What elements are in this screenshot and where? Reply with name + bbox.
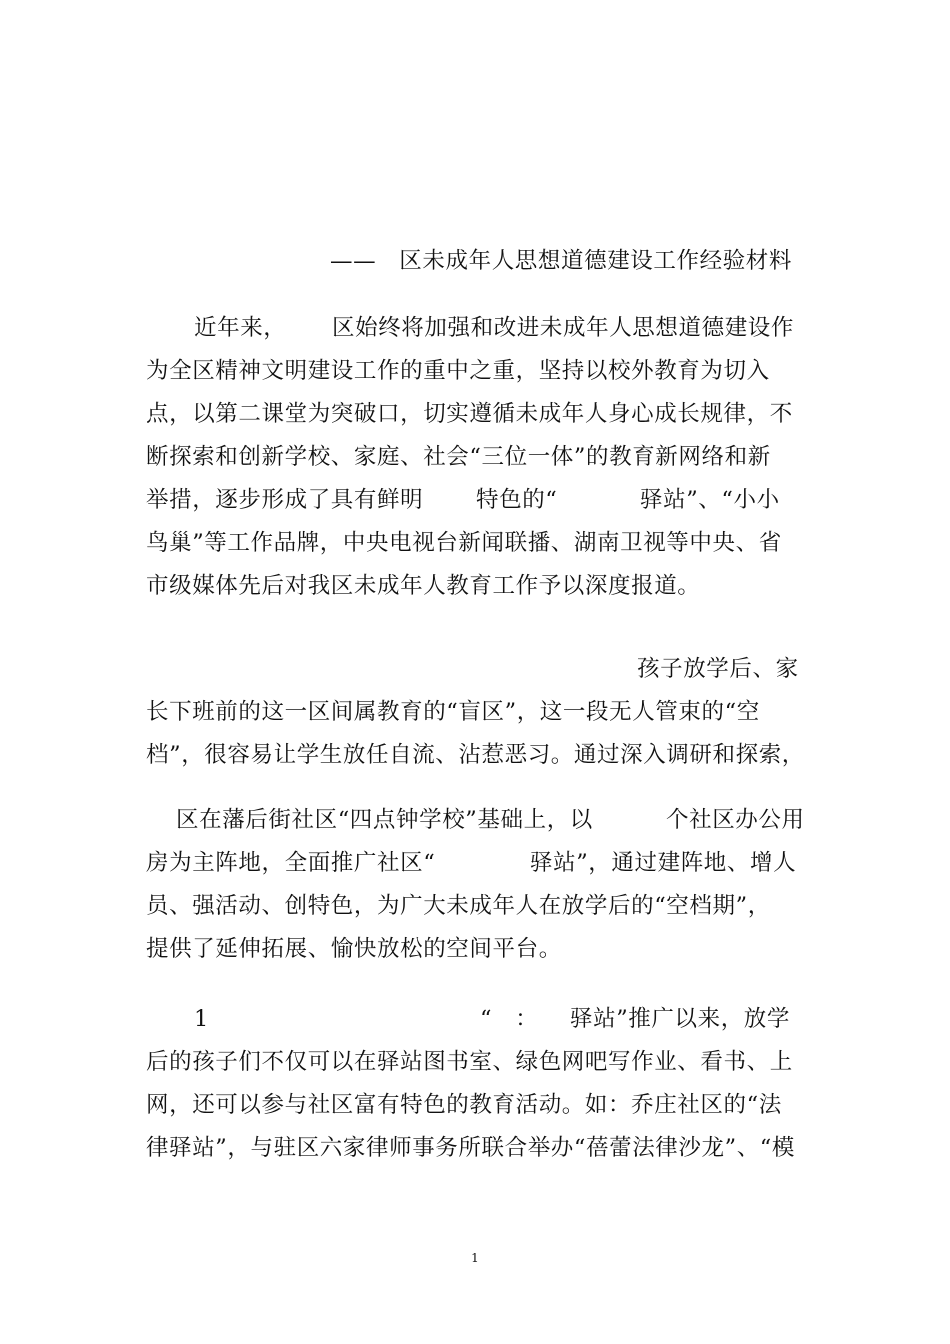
p1-line-6: 鸟巢”等工作品牌，中央电视台新闻联播、湖南卫视等中央、省	[146, 530, 782, 556]
p3-line-2: 后的孩子们不仅可以在驿站图书室、绿色网吧写作业、看书、上	[146, 1049, 793, 1075]
p1-line-2: 为全区精神文明建设工作的重中之重，坚持以校外教育为切入	[146, 358, 770, 384]
p2-line-3: 档”，很容易让学生放任自流、沾惹恶习。通过深入调研和探索，	[146, 742, 805, 768]
p3-line-4: 律驿站”，与驻区六家律师事务所联合举办“蓓蕾法律沙龙”、“模	[146, 1135, 796, 1161]
p2-line-2: 长下班前的这一区间属教育的“盲区”，这一段无人管束的“空	[146, 699, 760, 725]
p1-line-5c: 驿站”、“小小	[640, 487, 780, 513]
p2-line-7: 提供了延伸拓展、愉快放松的空间平台。	[146, 936, 562, 962]
p3-line-1a: 1	[194, 1006, 210, 1032]
p3-line-3: 网，还可以参与社区富有特色的教育活动。如：乔庄社区的“法	[146, 1092, 782, 1118]
p3-line-1b: “ ：	[480, 1006, 539, 1032]
p2-line-5a: 房为主阵地，全面推广社区“	[146, 850, 436, 876]
p1-line-5a: 举措，逐步形成了具有鲜明	[146, 487, 424, 513]
page-number: 1	[471, 1251, 479, 1265]
p1-line-3: 点，以第二课堂为突破口，切实遵循未成年人身心成长规律，不	[146, 401, 793, 427]
p1-line-5b: 特色的“	[476, 487, 558, 513]
p2-line-1b: 孩子放学后、家	[637, 656, 799, 682]
p1-line-1b: 区始终将加强和改进未成年人思想道德建设作	[332, 315, 795, 341]
p1-line-7: 市级媒体先后对我区未成年人教育工作予以深度报道。	[146, 573, 701, 599]
p1-line-1a: 近年来，	[194, 315, 287, 341]
p2-line-5b: 驿站”，通过建阵地、增人	[530, 850, 797, 876]
p3-line-1c: 驿站”推广以来，放学	[570, 1006, 791, 1032]
p2-line-6: 员、强活动、创特色，为广大未成年人在放学后的“空档期”，	[146, 893, 771, 919]
p1-line-4: 断探索和创新学校、家庭、社会“三位一体”的教育新网络和新	[146, 444, 771, 470]
p2-line-4b: 个社区办公用	[666, 807, 805, 833]
p2-line-4a: 区在藩后街社区“四点钟学校”基础上，以	[176, 807, 593, 833]
subtitle: —— 区未成年人思想道德建设工作经验材料	[330, 248, 793, 274]
